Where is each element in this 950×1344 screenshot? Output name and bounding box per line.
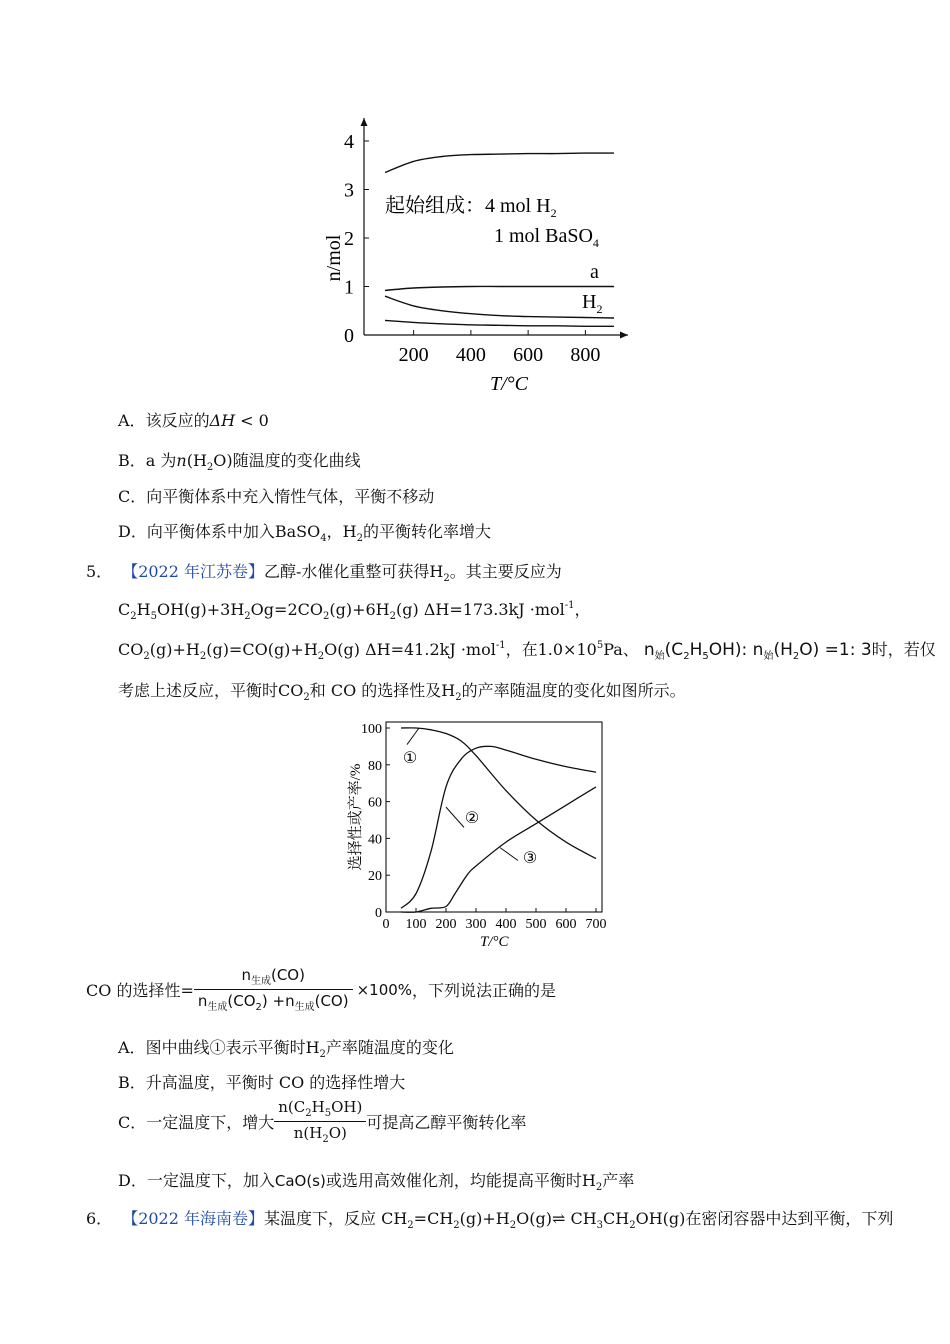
x-tick-label: 400 xyxy=(495,917,517,932)
series-label-1: ① xyxy=(402,750,418,767)
x-tick-label: 500 xyxy=(525,917,547,932)
q5-option-d: D．一定温度下，加入CaO(s)或选用高效催化剂，均能提高平衡时$H_2$产率 xyxy=(118,1171,635,1193)
q5-stem-line3: 考虑上述反应，平衡时$CO_2$和 CO 的选择性及$H_2$的产率随温度的变化如图所示。 xyxy=(118,681,686,703)
chart-1 xyxy=(310,108,650,398)
series-label-leader xyxy=(500,848,518,861)
y-axis-arrow xyxy=(361,118,368,126)
y-tick-label: 40 xyxy=(368,832,382,848)
x-tick-label: 100 xyxy=(405,917,427,932)
x-tick-label: 400 xyxy=(455,344,486,366)
q5-equation-1: $C_2H_5OH(g)+3H_2Og=2CO_2(g)+6H_2(g)$ ΔH=173.3kJ ·mol$^{-1}$， xyxy=(118,600,591,622)
q5-stem: 5． 【2022 年江苏卷】乙醇-水催化重整可获得$H_2$。其主要反应为 xyxy=(86,562,562,584)
series-a xyxy=(385,286,614,290)
y-tick-label: 0 xyxy=(375,906,382,921)
series-label-2: ② xyxy=(464,810,480,827)
series-label-leader xyxy=(446,807,464,827)
chart-1-label-h2: $H_2$ xyxy=(582,291,603,316)
q4-option-d: D．向平衡体系中加入BaSO$_4$，$H_2$的平衡转化率增大 xyxy=(118,522,491,544)
y-tick-label: 20 xyxy=(368,869,382,885)
ethanol-water-ratio: $\frac{n(C_2H_5OH)}{n(H_2O)}$ xyxy=(274,1098,366,1145)
y-tick-label: 3 xyxy=(344,179,354,202)
q4-option-b: B．a 为$n(H_2O)$随温度的变化曲线 xyxy=(118,451,361,473)
selectivity-fraction: $\frac{n_{生成}(CO)}{n_{生成}(CO_2) +n_{生成}(CO)}$ xyxy=(194,966,353,1013)
q4-option-c: C．向平衡体系中充入惰性气体，平衡不移动 xyxy=(118,487,435,506)
chart-2 xyxy=(338,712,618,958)
chart-1-label-a: a xyxy=(590,261,599,283)
series-③ xyxy=(401,787,596,912)
x-tick-label: 600 xyxy=(513,344,544,366)
x-tick-label: 200 xyxy=(398,344,429,366)
q6-source-tag: 【2022 年海南卷】 xyxy=(122,1209,264,1228)
chart-2-ylabel: 选择性或产率/% xyxy=(348,763,364,871)
chart-2-xlabel: T/°C xyxy=(480,934,509,950)
y-tick-label: 60 xyxy=(368,795,382,811)
chart-1-labels xyxy=(344,131,603,366)
series-② xyxy=(401,746,596,908)
chart-1-xlabel: T/°C xyxy=(490,373,529,395)
y-tick-label: 1 xyxy=(344,276,354,299)
x-tick-label: 700 xyxy=(585,917,607,932)
chart-1-annotation-line2: 1 mol BaSO$_4$ xyxy=(494,225,599,250)
chart-1-annotation-line1: 起始组成：4 mol $H_2$ xyxy=(385,195,557,220)
y-tick-label: 2 xyxy=(344,228,354,250)
y-tick-label: 0 xyxy=(344,325,354,347)
chart-2-axes xyxy=(386,722,602,912)
series-label-leader xyxy=(407,728,419,745)
y-tick-label: 100 xyxy=(361,722,382,737)
q5-option-b: B．升高温度，平衡时 CO 的选择性增大 xyxy=(118,1073,406,1092)
chart-2-labels xyxy=(361,722,607,932)
x-axis-arrow xyxy=(620,332,628,339)
x-tick-label: 600 xyxy=(555,917,577,932)
y-tick-label: 4 xyxy=(344,131,354,153)
q5-selectivity-definition: CO 的选择性= $\frac{n_{生成}(CO)}{n_{生成}(CO_2) +n_{生成}(CO)}$ ×100% ，下列说法正确的是 xyxy=(86,966,557,1013)
q6-stem: 6． 【2022 年海南卷】某温度下，反应 $CH_2=CH_2(g)+H_2O(g)\rightleftharpoons$ $CH_3CH_2OH(g)$在密闭容器中达到平衡，下列 xyxy=(86,1209,894,1231)
series-label-3: ③ xyxy=(522,850,538,867)
q5-source-tag: 【2022 年江苏卷】 xyxy=(122,562,264,581)
x-tick-label: 800 xyxy=(570,344,601,366)
chart-2-series xyxy=(401,728,596,912)
q5-equation-2: $CO_2(g)+H_2(g)=CO(g)+H_2O(g)$ ΔH=41.2kJ ·mol$^{-1}$，在$1.0\times 10^5Pa$、 $n_始(C_2H_5OH)$: $n_始(H_2O) =1$: 3时，若仅 xyxy=(118,640,936,662)
q4-option-a: A．该反应的ΔH < 0 xyxy=(118,411,269,430)
x-tick-label: 200 xyxy=(435,917,457,932)
x-tick-label: 0 xyxy=(382,917,390,932)
y-tick-label: 80 xyxy=(368,758,382,774)
chart-1-ylabel: n/mol xyxy=(323,234,345,282)
series-bottom xyxy=(385,320,614,326)
q5-option-c: C． 一定温度下，增大 $\frac{n(C_2H_5OH)}{n(H_2O)}$ 可提高乙醇平衡转化率 xyxy=(118,1098,527,1145)
q5-option-a: A．图中曲线①表示平衡时$H_2$产率随温度的变化 xyxy=(118,1038,454,1060)
plot-frame xyxy=(386,722,602,912)
series-top xyxy=(385,153,614,172)
series-H2 xyxy=(385,296,614,318)
x-tick-label: 300 xyxy=(465,917,487,932)
